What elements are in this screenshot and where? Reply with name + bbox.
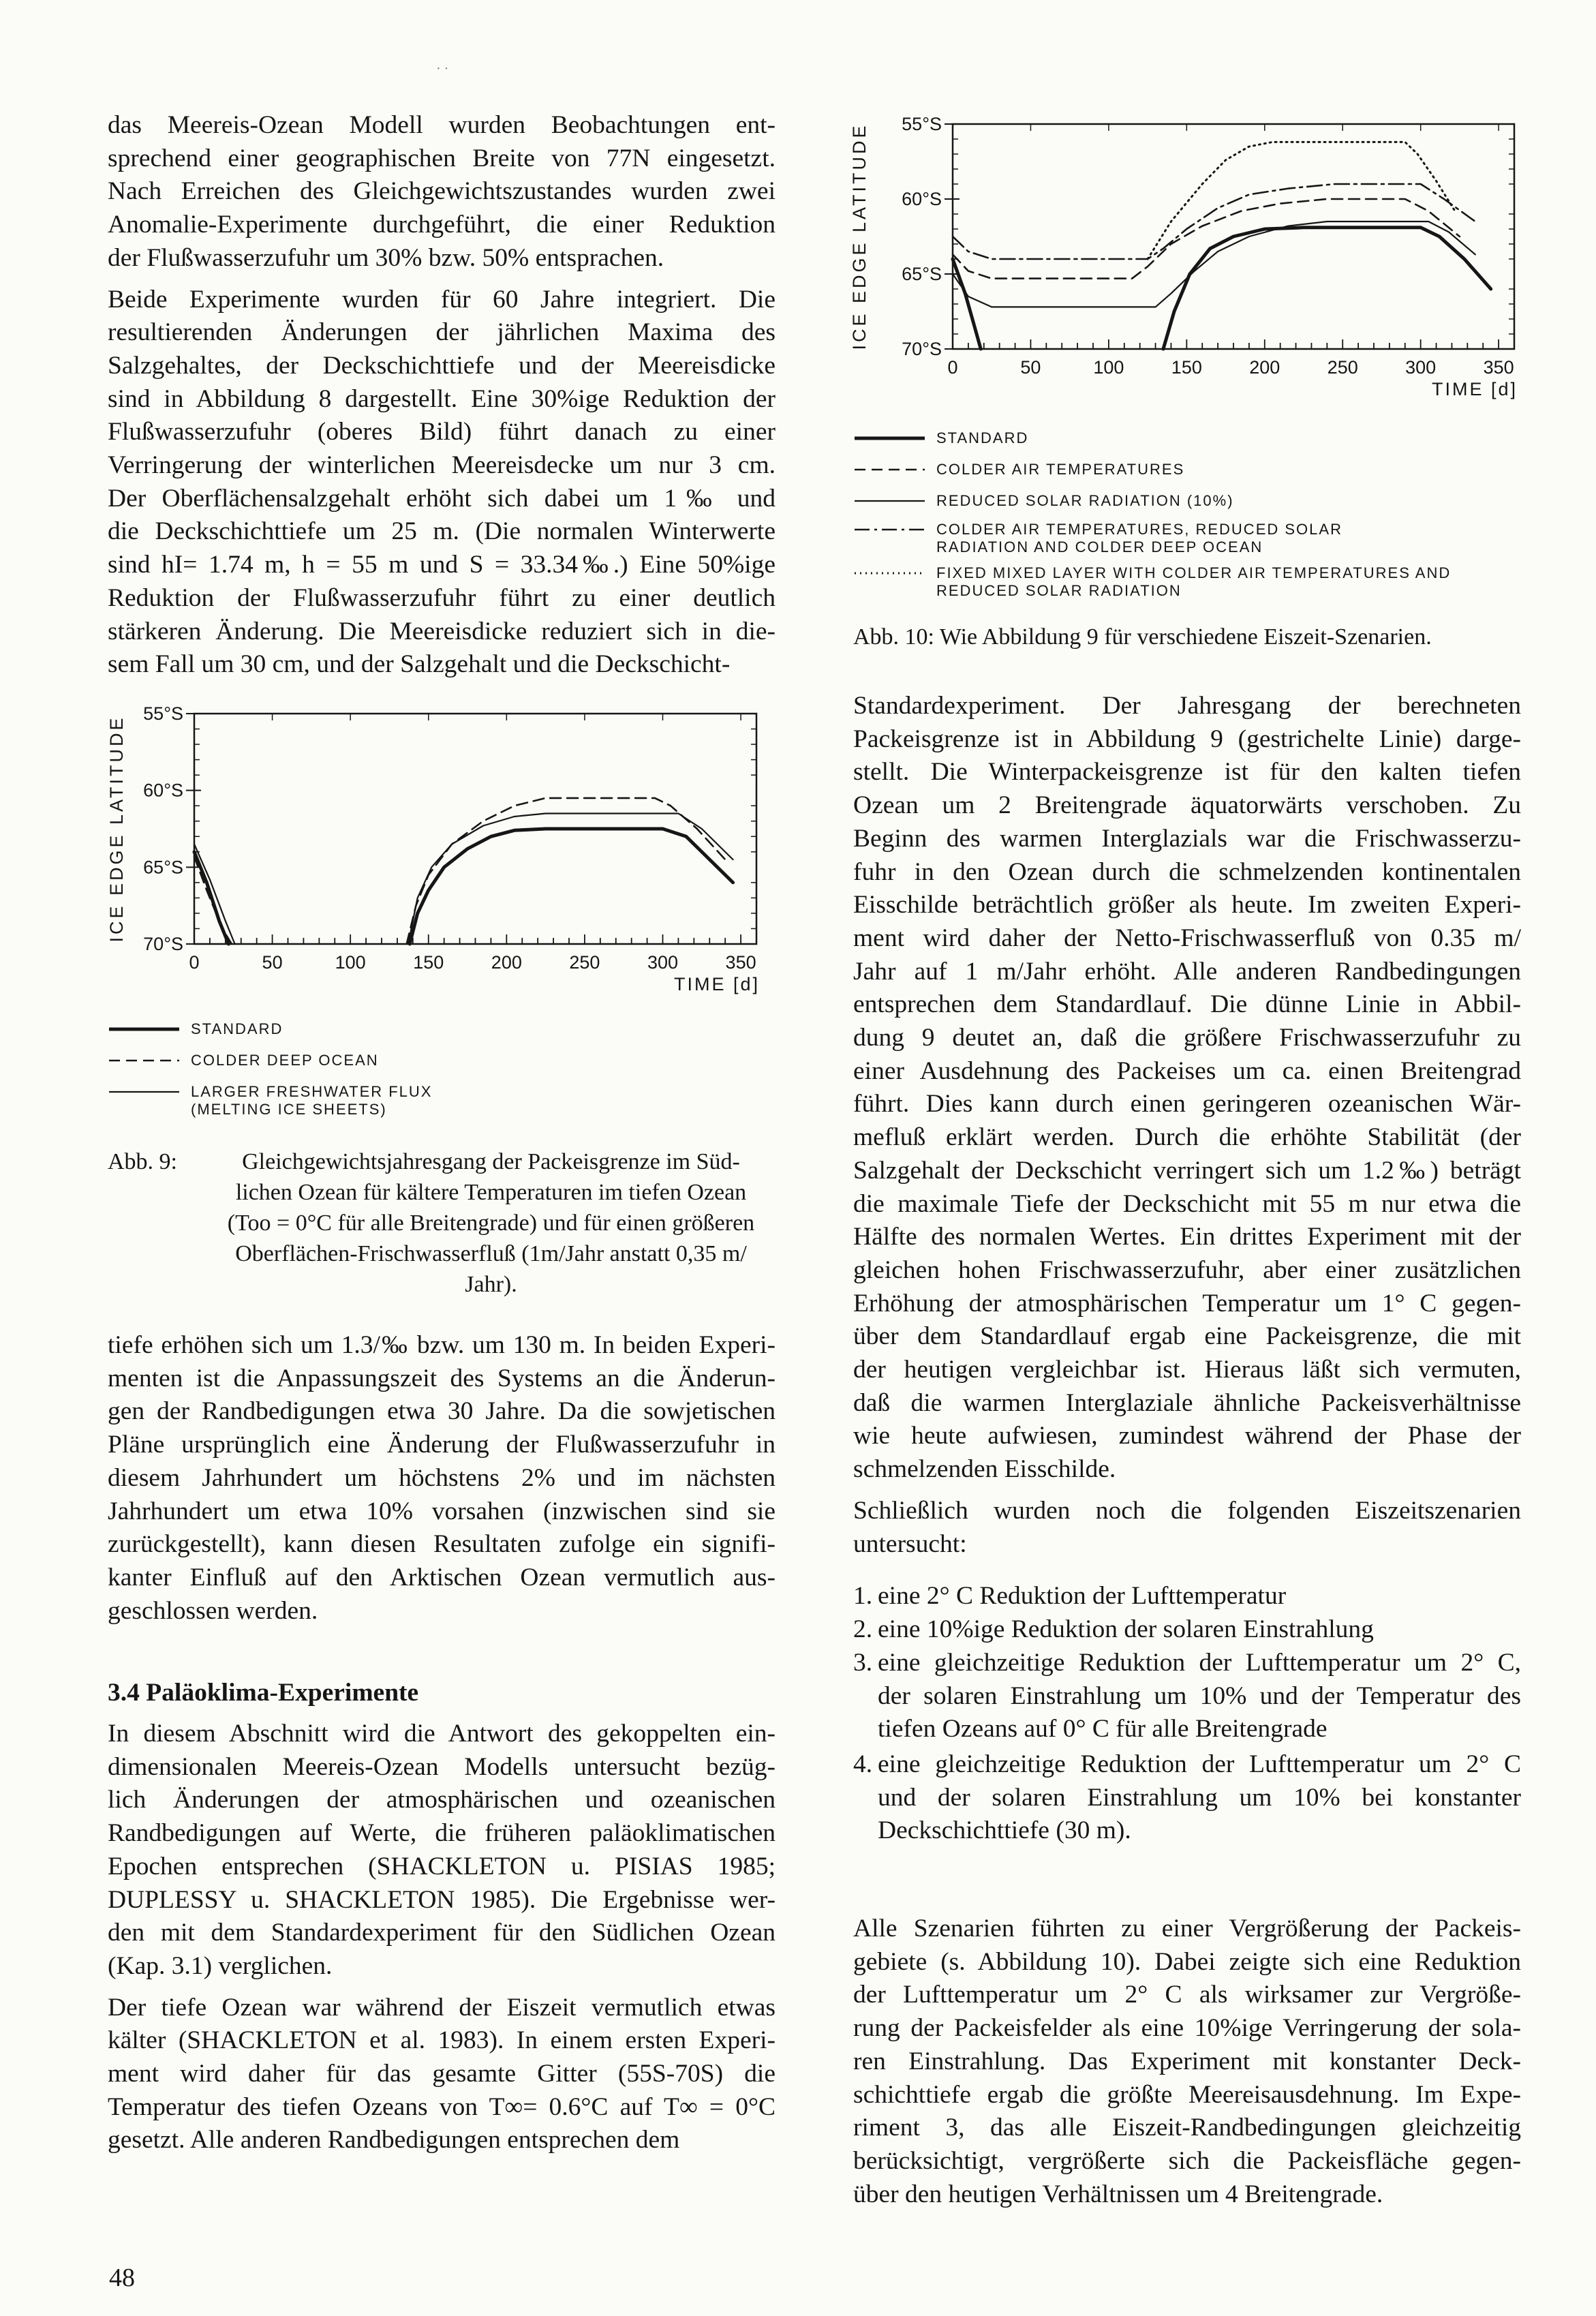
y-tick-label: 55°S (143, 703, 183, 724)
figure-10-caption: Abb. 10: Wie Abbildung 9 für verschiedene Eiszeit-Szenarien. (853, 624, 1432, 650)
legend-label: STANDARD (191, 1020, 283, 1037)
text-line: Packeisgrenze ist in Abbildung 9 (gestrichelte Linie) darge- (853, 725, 1521, 753)
text-line: den mit dem Standardexperiment für den Südlichen Ozean (108, 1919, 776, 1947)
text-line: Eisschilde beträchtlich größer als heute. Im zweiten Experi- (853, 891, 1521, 919)
x-axis-label: TIME [d] (1431, 379, 1518, 399)
text-line: einer Ausdehnung des Packeises um ca. einen Breitengrad (853, 1056, 1521, 1085)
section-paragraph-2 (108, 1992, 776, 2158)
section-heading: 3.4 Paläoklima-Experimente (108, 1679, 419, 1707)
text-line: Beide Experimente wurden für 60 Jahre integriert. Die (108, 285, 776, 314)
text-line: gleichen hohen Frischwasserzufuhr, aber einer zusätzlichen (853, 1255, 1521, 1284)
list-item (853, 1647, 1521, 1746)
list-item (853, 1580, 1521, 1613)
x-tick-label: 300 (1405, 357, 1437, 378)
legend-swatch (853, 461, 928, 478)
left-intro-paragraph (108, 109, 776, 275)
text-line: Reduktion der Flußwasserzufuhr führt zu einer deutlich (108, 583, 776, 612)
legend-entry (108, 1052, 789, 1069)
legend-label: LARGER FRESHWATER FLUX (MELTING ICE SHEETS) (191, 1083, 433, 1118)
text-line: entsprechen dem Standardlauf. Die dünne Linie in Abbil- (853, 990, 1521, 1019)
text-line: riment 3, das alle Eiszeit-Randbedingungen gleichzeitig (853, 2114, 1521, 2142)
text-line: Erhöhung der atmosphärischen Temperatur um 1° C gegen- (853, 1289, 1521, 1317)
legend-entry (853, 521, 1535, 556)
x-tick-label: 100 (335, 952, 366, 973)
text-line: Beginn des warmen Interglazials war die Frischwasserzu- (853, 824, 1521, 853)
text-line: Epochen entsprechen (SHACKLETON u. PISIAS 1985; (108, 1852, 776, 1880)
list-item-text: eine 10%ige Reduktion der solaren Einstrahlung (878, 1615, 1374, 1643)
figure-9-caption-label: Abb. 9: (108, 1149, 177, 1174)
text-line: Verringerung der winterlichen Meereisdecke um nur 3 cm. (108, 451, 776, 480)
series-line-1 (407, 798, 725, 944)
text-line: menten ist die Anpassungszeit des Systems an die Änderun- (108, 1364, 776, 1392)
list-item (853, 1748, 1521, 1848)
x-tick-label: 300 (647, 952, 679, 973)
series-line-1 (953, 199, 1460, 279)
legend-label: COLDER DEEP OCEAN (191, 1052, 379, 1069)
text-line: Anomalie-Experimente durchgeführt, die einer Reduktion (108, 211, 776, 239)
text-line: (Kap. 3.1) verglichen. (108, 1951, 333, 1980)
caption-line: (Too = 0°C für alle Breitengrade) und für einen größeren (227, 1210, 755, 1236)
list-number: 3. (853, 1649, 873, 1677)
text-line: wie heute aufwiesen, zumindest während der Phase der (853, 1422, 1521, 1450)
left-paragraph-2 (108, 284, 776, 682)
x-tick-label: 350 (725, 952, 756, 973)
figure-10-chart (845, 109, 1526, 423)
text-line: zurückgestellt), kann diesen Resultaten zufolge ein signifi- (108, 1530, 776, 1559)
text-line: dimensionalen Meereis-Ozean Modells untersucht bezüg- (108, 1752, 776, 1781)
x-tick-label: 50 (1020, 357, 1041, 378)
text-line: Alle Szenarien führten zu einer Vergrößerung der Packeis- (853, 1915, 1521, 1942)
text-line: über dem Standardlauf ergab eine Packeisgrenze, die mit (853, 1322, 1521, 1351)
text-line: sem Fall um 30 cm, und der Salzgehalt und die Deckschicht- (108, 650, 731, 679)
series-line-2 (408, 814, 733, 945)
figure-9-chart (102, 699, 770, 1012)
text-line: der Flußwasserzufuhr um 30% bzw. 50% entsprachen. (108, 243, 664, 272)
text-line: ment wird daher für das gesamte Gitter (55S-70S) die (108, 2060, 776, 2088)
text-line: Temperatur des tiefen Ozeans von T∞= 0.6°C auf T∞ = 0°C (108, 2092, 776, 2121)
text-line: ren Einstrahlung. Das Experiment mit konstanter Deck- (853, 2047, 1521, 2075)
x-tick-label: 150 (413, 952, 444, 973)
text-line: ment wird daher der Netto-Frischwasserfluß von 0.35 m/ (853, 924, 1521, 952)
list-number: 4. (853, 1750, 873, 1778)
text-line: das Meereis-Ozean Modell wurden Beobachtungen ent- (108, 111, 776, 139)
x-tick-label: 50 (262, 952, 283, 973)
text-line: mefluß erklärt werden. Durch die erhöhte Stabilität (der (853, 1123, 1521, 1152)
list-number: 1. (853, 1582, 873, 1610)
text-line: daß die warmen Interglaziale ähnliche Packeisverhältnisse (853, 1388, 1521, 1417)
series-line-2 (953, 222, 1475, 307)
list-number: 2. (853, 1615, 873, 1643)
legend-entry (853, 492, 1535, 510)
legend-swatch (108, 1083, 183, 1101)
text-line: die Deckschichttiefe um 25 m. (Die normalen Winterwerte (108, 517, 776, 546)
text-line: Schließlich wurden noch die folgenden Eiszeitszenarien (853, 1496, 1521, 1525)
legend-swatch (853, 521, 928, 538)
text-line: sind in Abbildung 8 dargestellt. Eine 30%ige Reduktion der (108, 384, 776, 413)
text-line: lich Änderungen der atmosphärischen und ozeanischen (108, 1786, 776, 1814)
list-item-text: der solaren Einstrahlung um 10% und der Temperatur des (878, 1681, 1521, 1710)
series-line-0 (1163, 228, 1491, 349)
text-line: Jahr auf 1 m/Jahr erhöht. Alle anderen Randbedingungen (853, 957, 1521, 986)
legend-label: FIXED MIXED LAYER WITH COLDER AIR TEMPERATURES AND REDUCED SOLAR RADIATION (936, 564, 1452, 599)
text-line: fuhr in den Ozean durch die schmelzenden kontinentalen (853, 857, 1521, 886)
legend-label: COLDER AIR TEMPERATURES, REDUCED SOLAR RADIATION AND COLDER DEEP OCEAN (936, 521, 1342, 555)
list-item (853, 1613, 1521, 1647)
text-line: Flußwasserzufuhr (oberes Bild) führt danach zu einer (108, 418, 776, 446)
text-line: DUPLESSY u. SHACKLETON 1985). Die Ergebnisse wer- (108, 1885, 776, 1914)
x-tick-label: 250 (1327, 357, 1358, 378)
plot-frame (194, 714, 756, 944)
y-axis-label: ICE EDGE LATITUDE (106, 715, 127, 943)
x-tick-label: 200 (1249, 357, 1280, 378)
text-line: stellt. Die Winterpackeisgrenze ist für den kalten tiefen (853, 758, 1521, 787)
text-line: kälter (SHACKLETON et al. 1983). In einem ersten Experi- (108, 2026, 776, 2055)
legend-entry (108, 1020, 789, 1038)
legend-swatch (108, 1052, 183, 1069)
legend-entry (108, 1083, 789, 1118)
figure-9 (102, 699, 770, 1012)
legend-entry (853, 564, 1535, 600)
text-line: sprechend einer geographischen Breite von 77N eingesetzt. (108, 144, 776, 172)
text-line: untersucht: (853, 1529, 967, 1558)
text-line: über den heutigen Verhältnissen um 4 Breitengrade. (853, 2180, 1383, 2208)
figure-9-legend (108, 1020, 721, 1136)
caption-line: Gleichgewichtsjahresgang der Packeisgrenze im Süd- (242, 1149, 740, 1174)
text-line: berücksichtigt, vergrößerte sich die Packeisfläche gegen- (853, 2146, 1521, 2175)
right-paragraph-2 (853, 1495, 1521, 1561)
y-tick-label: 65°S (143, 857, 183, 878)
text-line: Nach Erreichen des Gleichgewichtszustandes wurden zwei (108, 177, 776, 206)
text-line: Der Oberflächensalzgehalt erhöht sich dabei um 1‰ und (108, 484, 776, 513)
figure-9-caption (108, 1146, 779, 1303)
legend-swatch (853, 429, 928, 447)
x-tick-label: 350 (1483, 357, 1514, 378)
y-axis-label: ICE EDGE LATITUDE (849, 123, 870, 350)
right-column (853, 690, 1521, 1561)
text-line: der heutigen vergleichbar ist. Hieraus läßt sich vermuten, (853, 1356, 1521, 1384)
text-line: Salzgehaltes, der Deckschichttiefe und der Meereisdicke (108, 351, 776, 380)
text-line: der Lufttemperatur um 2° C als wirksamer zur Vergröße- (853, 1981, 1521, 2009)
left-column (108, 109, 776, 682)
text-line: gebiete (s. Abbildung 10). Dabei zeigte sich eine Reduktion (853, 1947, 1521, 1976)
y-tick-label: 60°S (143, 780, 183, 801)
legend-swatch (853, 564, 928, 582)
page-number: 48 (109, 2264, 135, 2292)
left-column-lower (108, 1329, 776, 1628)
text-line: kanter Einfluß auf den Arktischen Ozean vermutlich aus- (108, 1563, 776, 1591)
text-line: gen der Randbedigungen etwa 30 Jahre. Da die sowjetischen (108, 1397, 776, 1426)
text-line: Standardexperiment. Der Jahresgang der berechneten (853, 692, 1521, 720)
y-tick-label: 60°S (902, 189, 942, 209)
x-tick-label: 200 (491, 952, 522, 973)
legend-swatch (853, 492, 928, 510)
list-item-text: tiefen Ozeans auf 0° C für alle Breitengrade (878, 1715, 1328, 1743)
section-paragraph-1 (108, 1718, 776, 1983)
legend-swatch (108, 1020, 183, 1038)
text-line: führt. Dies kann durch einen geringeren ozeanischen Wär- (853, 1090, 1521, 1118)
list-item-text: eine gleichzeitige Reduktion der Lufttemperatur um 2° C, (878, 1649, 1521, 1677)
text-line: die maximale Tiefe der Deckschicht mit 55 m nur etwa die (853, 1189, 1521, 1218)
caption-line: Jahr). (465, 1272, 517, 1297)
text-line: diesem Jahrhundert um höchstens 2% und im nächsten (108, 1463, 776, 1492)
x-tick-label: 0 (947, 357, 958, 378)
y-tick-label: 70°S (902, 339, 942, 359)
figure-10 (845, 109, 1526, 423)
figure-9-caption-text (203, 1146, 779, 1300)
series-line-2 (194, 844, 235, 945)
text-line: Pläne ursprünglich eine Änderung der Flußwasserzufuhr in (108, 1431, 776, 1459)
scan-mark: · · (436, 61, 449, 76)
series-line-0 (410, 829, 733, 944)
list-item-text: eine gleichzeitige Reduktion der Lufttemperatur um 2° C (878, 1750, 1521, 1778)
text-line: In diesem Abschnitt wird die Antwort des gekoppelten ein- (108, 1720, 776, 1748)
left-section-body (108, 1718, 776, 2157)
legend-label: REDUCED SOLAR RADIATION (10%) (936, 492, 1234, 509)
x-tick-label: 0 (189, 952, 200, 973)
text-line: rung der Packeisfelder als eine 10%ige Verringerung der sola- (853, 2014, 1521, 2043)
legend-entry (853, 429, 1535, 447)
x-axis-label: TIME [d] (673, 974, 760, 994)
list-item-text: Deckschichttiefe (30 m). (878, 1816, 1131, 1845)
text-line: gesetzt. Alle anderen Randbedigungen entsprechen dem (108, 2126, 680, 2154)
text-line: Hälfte des normalen Wertes. Ein drittes Experiment mit der (853, 1223, 1521, 1251)
text-line: tiefe erhöhen sich um 1.3/‰ bzw. um 130 m. In beiden Experi- (108, 1331, 776, 1359)
caption-line: Oberflächen-Frischwasserfluß (1m/Jahr anstatt 0,35 m/ (235, 1241, 747, 1266)
list-item-text: und der solaren Einstrahlung um 10% bei konstanter (878, 1783, 1521, 1812)
x-tick-label: 250 (569, 952, 600, 973)
text-line: geschlossen werden. (108, 1596, 318, 1625)
text-line: stärkeren Änderung. Die Meereisdicke reduziert sich in die- (108, 617, 776, 645)
y-tick-label: 55°S (902, 114, 942, 134)
text-line: Der tiefe Ozean war während der Eiszeit vermutlich etwas (108, 1993, 776, 2022)
right-column-lower (853, 1913, 1521, 2211)
caption-line: lichen Ozean für kältere Temperaturen im tiefen Ozean (235, 1180, 747, 1205)
right-paragraph-3 (853, 1913, 1521, 2211)
text-line: Ozean um 2 Breitengrade äquatorwärts verschoben. Zu (853, 791, 1521, 820)
text-line: Salzgehalt der Deckschicht verringert sich um 1.2‰) beträgt (853, 1156, 1521, 1185)
x-tick-label: 100 (1093, 357, 1124, 378)
text-line: resultierenden Änderungen der jährlichen Maxima des (108, 318, 776, 347)
x-tick-label: 150 (1171, 357, 1202, 378)
legend-label: COLDER AIR TEMPERATURES (936, 461, 1185, 478)
text-line: sind hI= 1.74 m, h = 55 m und S = 33.34‰.) Eine 50%ige (108, 551, 776, 579)
text-line: Jahrhundert um etwa 10% vorsahen (inzwischen sind sie (108, 1497, 776, 1525)
left-paragraph-after-figure (108, 1329, 776, 1628)
text-line: schichttiefe ergab die größte Meereisausdehnung. Im Expe- (853, 2080, 1521, 2109)
legend-entry (853, 461, 1535, 478)
legend-label: STANDARD (936, 429, 1029, 446)
text-line: Randbedigungen auf Werte, die früheren paläoklimatischen (108, 1819, 776, 1848)
y-tick-label: 70°S (143, 934, 183, 954)
list-item-text: eine 2° C Reduktion der Lufttemperatur (878, 1582, 1287, 1610)
y-tick-label: 65°S (902, 264, 942, 284)
text-line: dung 9 deutet an, daß die größere Frischwasserzufuhr zu (853, 1024, 1521, 1052)
figure-10-legend (853, 429, 1528, 603)
text-line: schmelzenden Eisschilde. (853, 1455, 1116, 1484)
right-paragraph-1 (853, 690, 1521, 1487)
